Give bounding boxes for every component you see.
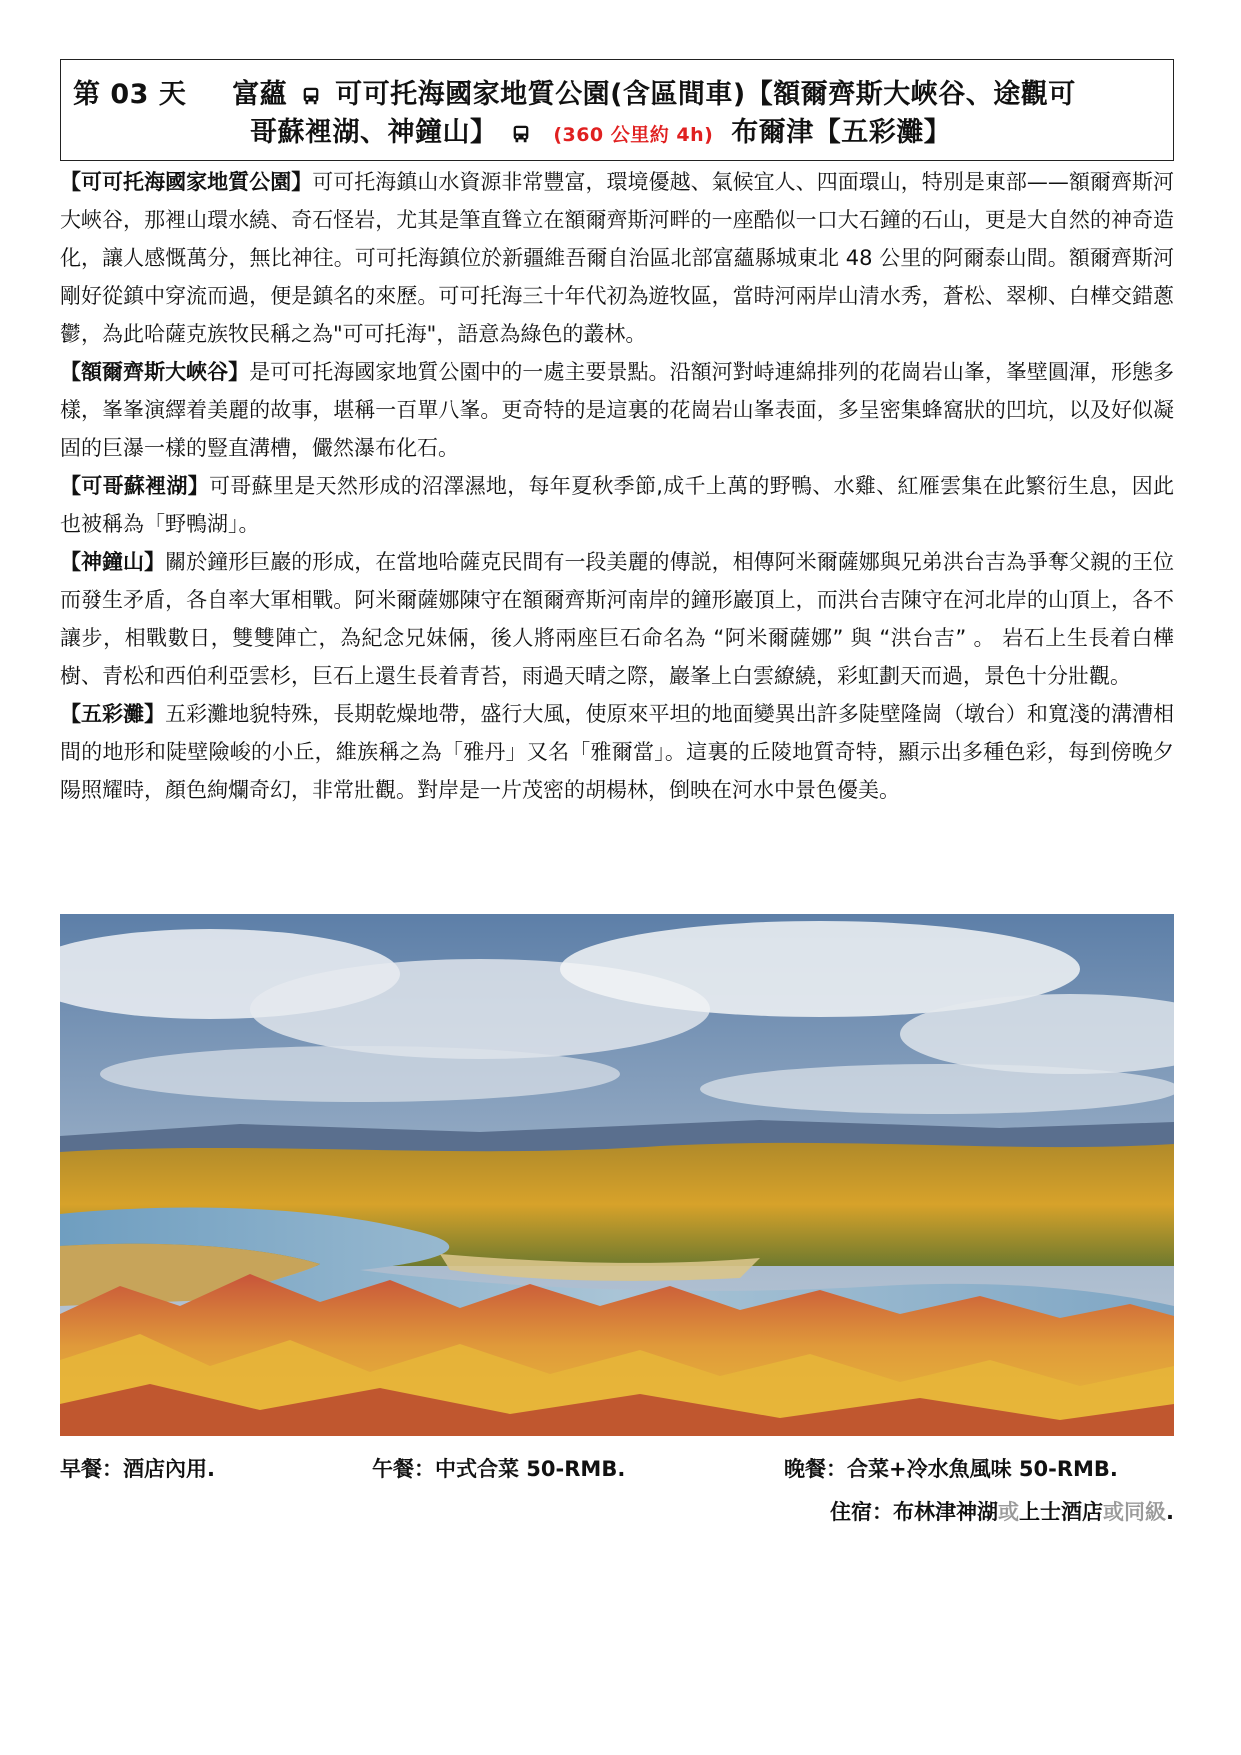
section-text: 可哥蘇里是天然形成的沼澤濕地，每年夏秋季節,成千上萬的野鴨、水雞、紅雁雲集在此繁衍生息，因此也被稱為「野鴨湖」。	[60, 474, 1175, 536]
route-destination: 布爾津【五彩灘】	[731, 117, 952, 148]
section-text: 是可可托海國家地質公園中的一處主要景點。沿額河對峙連綿排列的花崗岩山峯，峯壁圓渾，形態多樣，峯峯演繹着美麗的故事，堪稱一百單八峯。更奇特的是這裏的花崗岩山峯表面，多呈密集蜂窩狀的凹坑，以及好似凝固的巨瀑一樣的豎直溝槽，儼然瀑布化石。	[60, 360, 1175, 460]
itinerary-description	[60, 163, 1174, 809]
lodging-label: 住宿：	[830, 1500, 894, 1524]
title-line-1	[73, 72, 1076, 111]
route-attractions-cont: 哥蘇裡湖、神鐘山】	[250, 117, 498, 148]
bus-icon	[510, 123, 532, 145]
section-text: 五彩灘地貌特殊，長期乾燥地帶，盛行大風，使原來平坦的地面變異出許多陡壁隆崗（墩台）和寬淺的溝漕相間的地形和陡壁險峻的小丘，維族稱之為「雅丹」又名「雅爾當」。這裏的丘陵地質奇特，顯示出多種色彩，每到傍晚夕陽照耀時，顏色絢爛奇幻，非常壯觀。對岸是一片茂密的胡楊林，倒映在河水中景色優美。	[60, 702, 1175, 802]
breakfast-info: 早餐：酒店內用.	[60, 1457, 215, 1481]
section-heading: 【可可托海國家地質公園】	[60, 170, 313, 194]
section-heading: 【額爾齊斯大峽谷】	[60, 360, 250, 384]
similar-grade: 同級	[1124, 1500, 1167, 1524]
section-paragraph	[60, 353, 1174, 467]
section-text: 關於鐘形巨巖的形成，在當地哈薩克民間有一段美麗的傳説，相傳阿米爾薩娜與兄弟洪台吉為爭奪父親的王位而發生矛盾，各自率大軍相戰。阿米爾薩娜陳守在額爾齊斯河南岸的鐘形巖頂上，而洪台吉陳守在河北岸的山頂上，各不讓步，相戰數日，雙雙陣亡，為紀念兄妹倆，後人將兩座巨石命名為 “阿米爾薩娜” 與 “洪台吉” 。 岩石上生長着白樺樹、青松和西伯利亞雲杉，巨石上還生長着青苔，雨過天晴之際，巖峯上白雲繚繞，彩虹劃天而過，景色十分壯觀。	[60, 550, 1175, 688]
hotel-option: 上士酒店	[1019, 1500, 1104, 1524]
bus-icon	[300, 85, 322, 107]
route-attractions: 可可托海國家地質公園(含區間車)【額爾齊斯大峽谷、途觀可	[335, 79, 1076, 110]
section-heading: 【五彩灘】	[60, 702, 166, 726]
section-paragraph	[60, 695, 1174, 809]
or-separator: 或	[998, 1500, 1020, 1524]
distance-time: (360 公里約 4h)	[553, 124, 714, 146]
lodging-end: .	[1166, 1500, 1174, 1524]
title-line-2	[250, 110, 951, 149]
lodging-info	[830, 1496, 1174, 1526]
hotel-option: 布林津神湖	[893, 1500, 999, 1524]
section-paragraph	[60, 543, 1174, 695]
day-number: 第 03 天	[73, 79, 187, 110]
section-heading: 【神鐘山】	[60, 550, 166, 574]
section-paragraph	[60, 467, 1174, 543]
route-start: 富蘊	[232, 79, 288, 110]
section-paragraph	[60, 163, 1174, 353]
lunch-info: 午餐：中式合菜 50-RMB.	[372, 1457, 626, 1481]
section-text: 可可托海鎮山水資源非常豐富，環境優越、氣候宜人、四面環山，特別是東部——額爾齊斯河大峽谷，那裡山環水繞、奇石怪岩，尤其是筆直聳立在額爾齊斯河畔的一座酷似一口大石鐘的石山，更是大自然的神奇造化，讓人感慨萬分，無比神往。可可托海鎮位於新疆維吾爾自治區北部富蘊縣城東北 48 公里的阿爾泰山間。額爾齊斯河剛好從鎮中穿流而過，便是鎮名的來歷。可可托海三十年代初為遊牧區，當時河兩岸山清水秀，蒼松、翠柳、白樺交錯蔥鬱，為此哈薩克族牧民稱之為"可可托海"，語意為綠色的叢林。	[60, 170, 1174, 346]
colorful-beach-landscape-photo	[60, 914, 1174, 1436]
section-heading: 【可哥蘇裡湖】	[60, 474, 210, 498]
dinner-info: 晚餐：合菜+冷水魚風味 50-RMB.	[784, 1457, 1118, 1481]
or-separator: 或	[1103, 1500, 1125, 1524]
itinerary-header	[60, 59, 1174, 161]
